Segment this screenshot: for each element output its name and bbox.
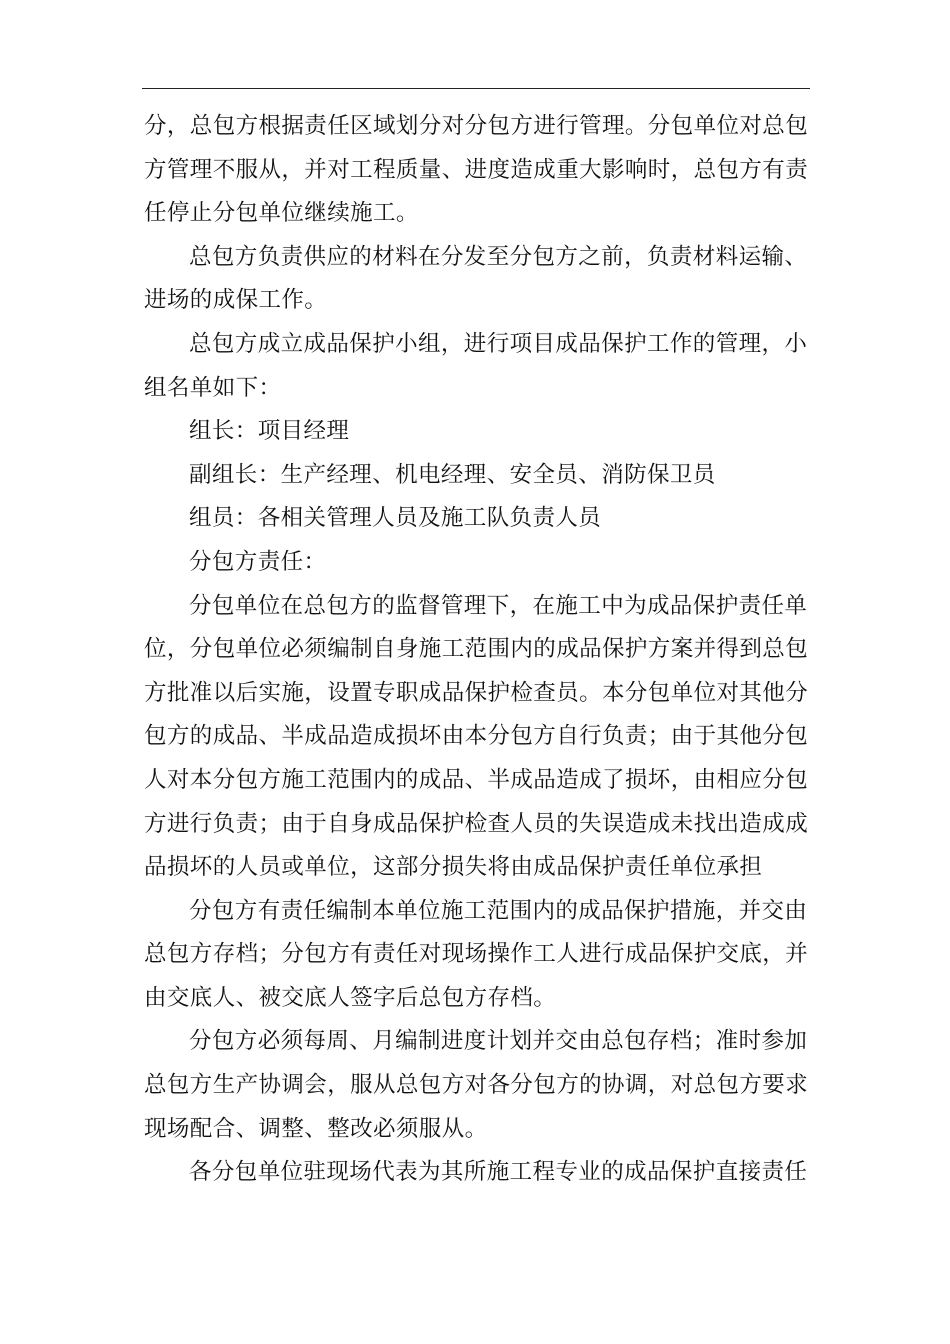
document-body (144, 105, 814, 1195)
paragraph-continuation: 分，总包方根据责任区域划分对分包方进行管理。分包单位对总包方管理不服从，并对工程质量、进度造成重大影响时，总包方有责任停止分包单位继续施工。 (144, 113, 809, 227)
paragraph-site-representative: 各分包单位驻现场代表为其所施工程专业的成品保护直接责任 (189, 1159, 808, 1186)
paragraph-schedule-plan: 分包方必须每周、月编制进度计划并交由总包存档；准时参加总包方生产协调会，服从总包方对各分包方的协调，对总包方要求现场配合、调整、整改必须服从。 (144, 1028, 809, 1142)
paragraph-protection-measures: 分包方有责任编制本单位施工范围内的成品保护措施，并交由总包方存档；分包方有责任对现场操作工人进行成品保护交底，并由交底人、被交底人签字后总包方存档。 (144, 897, 809, 1011)
paragraph-protection-team: 总包方成立成品保护小组，进行项目成品保护工作的管理，小组名单如下： (144, 330, 808, 401)
paragraph-subcontractor-duties: 分包单位在总包方的监督管理下，在施工中为成品保护责任单位，分包单位必须编制自身施工范围内的成品保护方案并得到总包方批准以后实施，设置专职成品保护检查员。本分包单位对其他分包方的成品、半成品造成损坏由本分包方自行负责；由于其他分包人对本分包方施工范围内的成品、半成品造成了损坏，由相应分包方进行负责；由于自身成品保护检查人员的失误造成未找出造成成品损坏的人员或单位，这部分损失将由成品保护责任单位承担 (144, 592, 809, 881)
team-leader-line: 组长：项目经理 (189, 418, 350, 445)
header-rule (142, 88, 810, 89)
deputy-leader-line: 副组长：生产经理、机电经理、安全员、消防保卫员 (189, 461, 716, 488)
paragraph-material-supply: 总包方负责供应的材料在分发至分包方之前，负责材料运输、进场的成保工作。 (144, 243, 808, 314)
team-members-line: 组员：各相关管理人员及施工队负责人员 (189, 505, 602, 532)
subcontractor-responsibility-heading: 分包方责任： (189, 548, 327, 575)
